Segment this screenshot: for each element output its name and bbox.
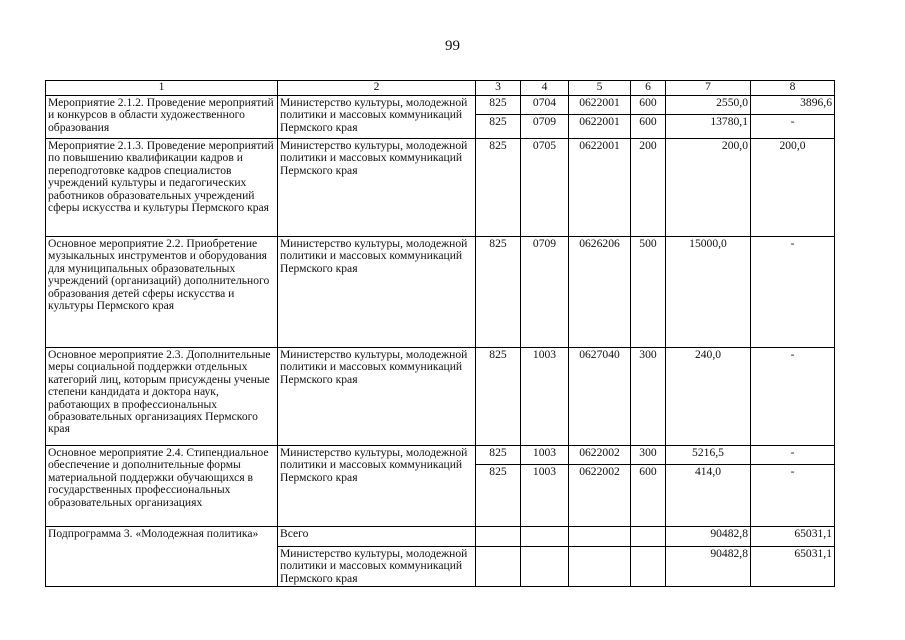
amount-col-7: 5216,5: [666, 446, 751, 465]
amount-col-7: 15000,0: [666, 237, 751, 348]
activity-name: Мероприятие 2.1.3. Проведение мероприятий по повышению квалификации кадров и переподготовке кадров специалистов учреждений культуры и педагогических работников образовательных учреждений сферы искусства и культуры Пермского края: [46, 139, 278, 237]
amount-col-7: 414,0: [666, 465, 751, 527]
code-section: 1003: [521, 348, 569, 446]
amount-col-7: 200,0: [666, 139, 751, 237]
code-expense-type: 500: [631, 237, 666, 348]
header-col-7: 7: [666, 81, 751, 96]
amount-col-8: 200,0: [751, 139, 835, 237]
code-gbrs: 825: [476, 465, 521, 527]
code-section: 0704: [521, 96, 569, 115]
code-section: 0705: [521, 139, 569, 237]
code-section: 1003: [521, 446, 569, 465]
code-target: 0622001: [569, 96, 631, 115]
code-target: 0627040: [569, 348, 631, 446]
activity-name: Основное мероприятие 2.2. Приобретение музыкальных инструментов и оборудования для муниципальных образовательных учреждений (организаций) дополнительного образования детей сферы искусства и культуры Пермского края: [46, 237, 278, 348]
header-col-8: 8: [751, 81, 835, 96]
total-col-8: 65031,1: [751, 527, 835, 547]
code-target: 0622002: [569, 465, 631, 527]
amount-col-7: 13780,1: [666, 115, 751, 139]
code-expense-type: 300: [631, 446, 666, 465]
amount-col-8: -: [751, 115, 835, 139]
amount-col-8: -: [751, 348, 835, 446]
header-col-3: 3: [476, 81, 521, 96]
empty-cell: [631, 547, 666, 587]
code-target: 0626206: [569, 237, 631, 348]
responsible-ministry: Министерство культуры, молодежной политики и массовых коммуникаций Пермского края: [278, 446, 476, 527]
total-col-7: 90482,8: [666, 527, 751, 547]
code-expense-type: 300: [631, 348, 666, 446]
amount-col-8: -: [751, 446, 835, 465]
header-col-4: 4: [521, 81, 569, 96]
responsible-ministry: Министерство культуры, молодежной политики и массовых коммуникаций Пермского края: [278, 237, 476, 348]
code-expense-type: 600: [631, 96, 666, 115]
code-section: 1003: [521, 465, 569, 527]
code-gbrs: 825: [476, 348, 521, 446]
amount-col-7: 2550,0: [666, 96, 751, 115]
total-label: Всего: [278, 527, 476, 547]
table-row: [46, 527, 835, 547]
table-row: [46, 96, 835, 115]
empty-cell: [631, 527, 666, 547]
code-gbrs: 825: [476, 446, 521, 465]
table-row: [46, 237, 835, 348]
empty-cell: [476, 527, 521, 547]
code-expense-type: 600: [631, 465, 666, 527]
responsible-ministry: Министерство культуры, молодежной политики и массовых коммуникаций Пермского края: [278, 96, 476, 139]
empty-cell: [521, 547, 569, 587]
code-gbrs: 825: [476, 139, 521, 237]
activity-name: Основное мероприятие 2.4. Стипендиальное обеспечение и дополнительные формы материальной поддержки обучающихся в государственных профессиональных образовательных организациях: [46, 446, 278, 527]
header-row: [46, 81, 835, 96]
code-section: 0709: [521, 237, 569, 348]
header-col-1: 1: [46, 81, 278, 96]
empty-cell: [521, 527, 569, 547]
table-row: [46, 446, 835, 465]
responsible-ministry: Министерство культуры, молодежной политики и массовых коммуникаций Пермского края: [278, 547, 476, 587]
amount-col-7: 240,0: [666, 348, 751, 446]
code-expense-type: 600: [631, 115, 666, 139]
ministry-col-8: 65031,1: [751, 547, 835, 587]
ministry-col-7: 90482,8: [666, 547, 751, 587]
empty-cell: [569, 547, 631, 587]
code-expense-type: 200: [631, 139, 666, 237]
header-col-5: 5: [569, 81, 631, 96]
activity-name: Мероприятие 2.1.2. Проведение мероприятий и конкурсов в области художественного образования: [46, 96, 278, 139]
code-gbrs: 825: [476, 115, 521, 139]
table-row: [46, 139, 835, 237]
amount-col-8: -: [751, 465, 835, 527]
responsible-ministry: Министерство культуры, молодежной политики и массовых коммуникаций Пермского края: [278, 139, 476, 237]
empty-cell: [569, 527, 631, 547]
responsible-ministry: Министерство культуры, молодежной политики и массовых коммуникаций Пермского края: [278, 348, 476, 446]
page-number: 99: [445, 38, 460, 54]
budget-table: [45, 80, 835, 587]
table-row: [46, 348, 835, 446]
activity-name: Основное мероприятие 2.3. Дополнительные меры социальной поддержки отдельных категорий лиц, которым присуждены ученые степени кандидата и доктора наук, работающих в профессиональных образовательных организациях Пермского края: [46, 348, 278, 446]
code-gbrs: 825: [476, 96, 521, 115]
code-section: 0709: [521, 115, 569, 139]
code-target: 0622002: [569, 446, 631, 465]
header-col-6: 6: [631, 81, 666, 96]
amount-col-8: -: [751, 237, 835, 348]
empty-cell: [476, 547, 521, 587]
code-gbrs: 825: [476, 237, 521, 348]
amount-col-8: 3896,6: [751, 96, 835, 115]
code-target: 0622001: [569, 115, 631, 139]
header-col-2: 2: [278, 81, 476, 96]
subprogram-name: Подпрограмма 3. «Молодежная политика»: [46, 527, 278, 587]
code-target: 0622001: [569, 139, 631, 237]
